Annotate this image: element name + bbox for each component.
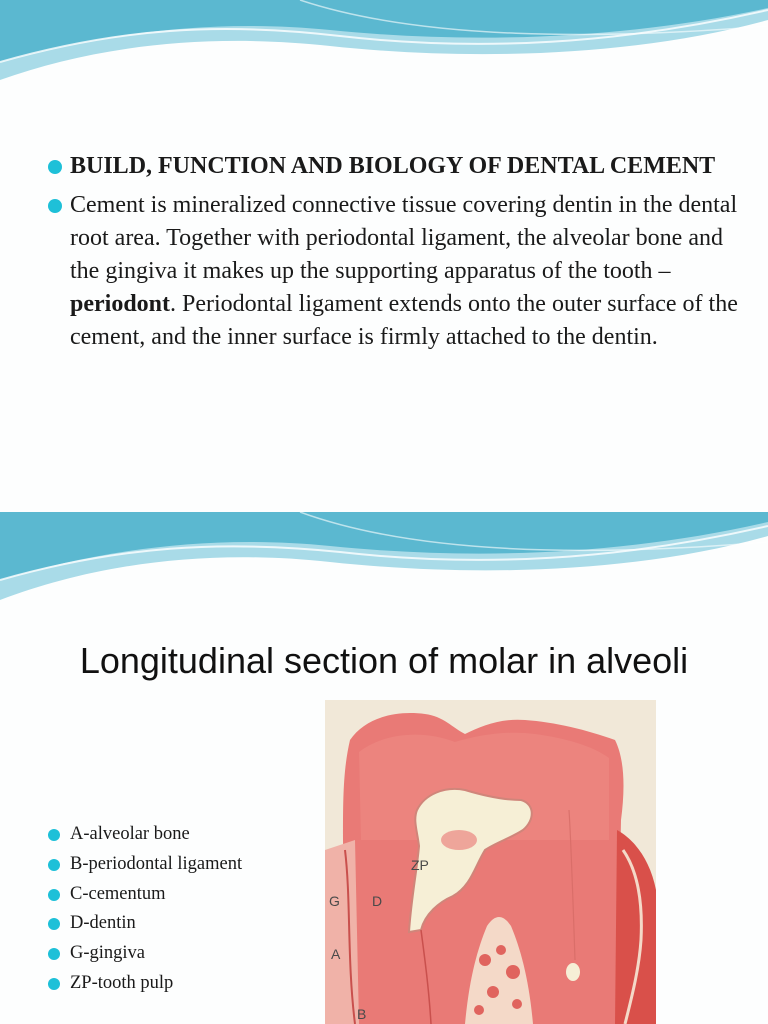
slide1-heading-item — [48, 150, 738, 183]
bullet-dot-icon — [48, 948, 60, 960]
bullet-dot-icon — [48, 160, 62, 174]
micrograph-illustration — [325, 700, 656, 1024]
slide2-legend-list — [48, 820, 328, 999]
slide1-body-text-start: Cement is mineralized connective tissue covering dentin in the dental root area. Together with periodontal ligament, the alveolar bone and the gingiva it makes up the supporting apparatus of the tooth – — [70, 192, 738, 284]
bullet-dot-icon — [48, 199, 62, 213]
legend-item: D-dentin — [48, 909, 328, 939]
bullet-dot-icon — [48, 889, 60, 901]
figure-label-b: B — [357, 1006, 367, 1022]
slide1-bullet-list — [48, 150, 738, 354]
bullet-dot-icon — [48, 918, 60, 930]
header-wave-decoration — [0, 0, 768, 100]
slide1-body-item — [48, 189, 738, 354]
legend-item: A-alveolar bone — [48, 820, 328, 850]
molar-section-micrograph — [325, 700, 656, 1024]
slide2-title: Longitudinal section of molar in alveoli — [79, 640, 689, 681]
header-wave-decoration — [0, 512, 768, 612]
figure-label-a: A — [331, 946, 341, 962]
legend-item: B-periodontal ligament — [48, 850, 328, 880]
bullet-dot-icon — [48, 829, 60, 841]
legend-item: G-gingiva — [48, 939, 328, 969]
bullet-dot-icon — [48, 859, 60, 871]
slide1-heading: BUILD, FUNCTION AND BIOLOGY OF DENTAL CEMENT — [70, 153, 716, 179]
legend-item: ZP-tooth pulp — [48, 969, 328, 999]
figure-label-zp: ZP — [411, 857, 429, 873]
figure-label-d: D — [372, 893, 383, 909]
figure-label-g: G — [329, 893, 340, 909]
slide1-body-bold-term: periodont — [70, 291, 171, 317]
slide1-body-text-end: . Periodontal ligament extends onto the outer surface of the cement, and the inner surface is firmly attached to the dentin. — [70, 291, 738, 350]
legend-item: C-cementum — [48, 880, 328, 910]
bullet-dot-icon — [48, 978, 60, 990]
